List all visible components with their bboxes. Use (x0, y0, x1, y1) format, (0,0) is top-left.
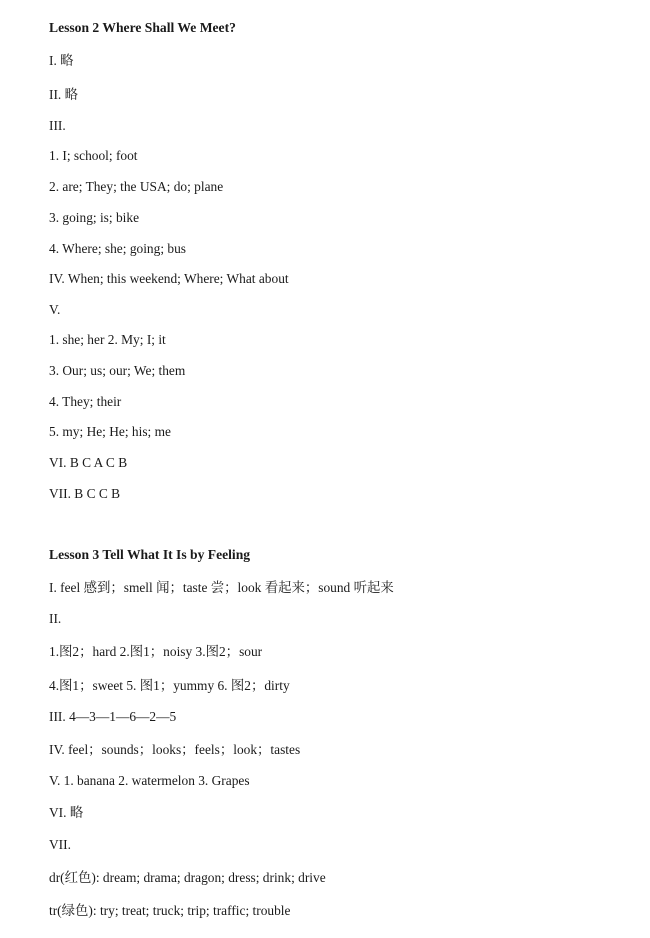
answer-line: tr(绿色): try; treat; truck; trip; traffic; trouble (49, 903, 291, 918)
answer-line: dr(红色): dream; drama; dragon; dress; drink; drive (49, 870, 326, 885)
answer-line: II. 略 (49, 87, 79, 102)
answer-line: IV. When; this weekend; Where; What about (49, 271, 289, 286)
answer-line: VI. 略 (49, 805, 84, 820)
answer-line: II. (49, 611, 62, 626)
answer-line: 1. she; her 2. My; I; it (49, 332, 166, 347)
answer-line: 4.图1；sweet 5. 图1；yummy 6. 图2；dirty (49, 678, 290, 693)
answer-line: I. feel 感到；smell 闻；taste 尝；look 看起来；sound 听起来 (49, 580, 394, 595)
answer-line: 4. Where; she; going; bus (49, 241, 186, 256)
answer-line: III. (49, 118, 66, 133)
lesson-3-title: Lesson 3 Tell What It Is by Feeling (49, 547, 251, 562)
answer-line: III. 4—3—1—6—2—5 (49, 709, 177, 724)
answer-line: 1. I; school; foot (49, 148, 138, 163)
answer-line: VI. B C A C B (49, 455, 128, 470)
answer-line: V. (49, 302, 61, 317)
answer-line: 3. going; is; bike (49, 210, 140, 225)
answer-line: IV. feel；sounds；looks；feels；look；tastes (49, 742, 301, 757)
answer-line: I. 略 (49, 53, 74, 68)
lesson-2-title: Lesson 2 Where Shall We Meet? (49, 20, 236, 35)
answer-line: 1.图2；hard 2.图1；noisy 3.图2；sour (49, 644, 263, 659)
answer-line: 5. my; He; He; his; me (49, 424, 171, 439)
answer-line: 3. Our; us; our; We; them (49, 363, 186, 378)
answer-line: 4. They; their (49, 394, 122, 409)
answer-line: VII. B C C B (49, 486, 121, 501)
answer-line: V. 1. banana 2. watermelon 3. Grapes (49, 773, 250, 788)
answer-line: VII. (49, 837, 71, 852)
answer-line: 2. are; They; the USA; do; plane (49, 179, 224, 194)
